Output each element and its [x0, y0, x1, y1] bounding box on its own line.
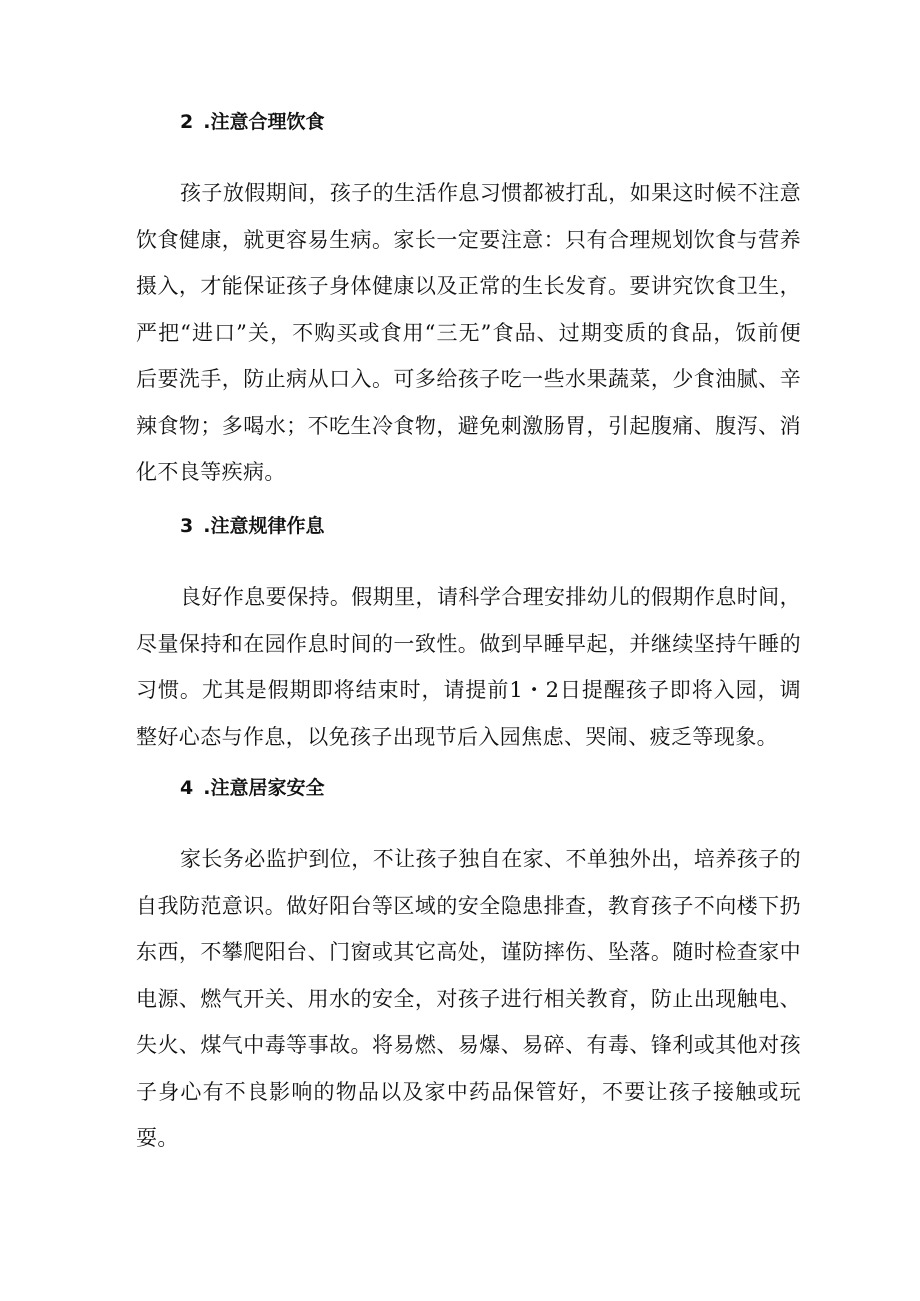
section-number: 2: [180, 111, 194, 133]
section-body-home-safety: 家长务必监护到位，不让孩子独自在家、不单独外出，培养孩子的自我防范意识。做好阳台等区域的安全隐患排查，教育孩子不向楼下扔东西，不攀爬阳台、门窗或其它高处，谨防摔伤、坠落。随时检查家中电源、燃气开关、用水的安全，对孩子进行相关教育，防止出现触电、失火、煤气中毒等事故。将易燃、易爆、易碎、有毒、锋利或其他对孩子身心有不良影响的物品以及家中药品保管好，不要让孩子接触或玩耍。: [136, 847, 801, 1150]
section-body-diet: 孩子放假期间，孩子的生活作息习惯都被打乱，如果这时候不注意饮食健康，就更容易生病。家长一定要注意：只有合理规划饮食与营养摄入，才能保证孩子身体健康以及正常的生长发育。要讲究饮食卫生，严把“进口”关，不购买或食用“三无”食品、过期变质的食品，饭前便后要洗手，防止病从口入。可多给孩子吃一些水果蔬菜，少食油腻、辛辣食物；多喝水；不吃生冷食物，避免刺激肠胃，引起腹痛、腹泻、消化不良等疾病。: [136, 181, 801, 484]
section-number: 4: [180, 777, 194, 799]
section-number: 3: [180, 515, 194, 537]
section-title: .注意居家安全: [203, 777, 325, 799]
section-title: .注意合理饮食: [203, 111, 325, 133]
section-body-routine: 良好作息要保持。假期里，请科学合理安排幼儿的假期作息时间，尽量保持和在园作息时间的一致性。做到早睡早起，并继续坚持午睡的习惯。尤其是假期即将结束时，请提前1・2日提醒孩子即将入园，调整好心态与作息，以免孩子出现节后入园焦虑、哭闹、疲乏等现象。: [136, 585, 801, 749]
section-heading-home-safety: [180, 774, 324, 802]
section-heading-diet: [180, 108, 324, 136]
section-title: .注意规律作息: [203, 515, 325, 537]
section-heading-routine: [180, 512, 324, 540]
